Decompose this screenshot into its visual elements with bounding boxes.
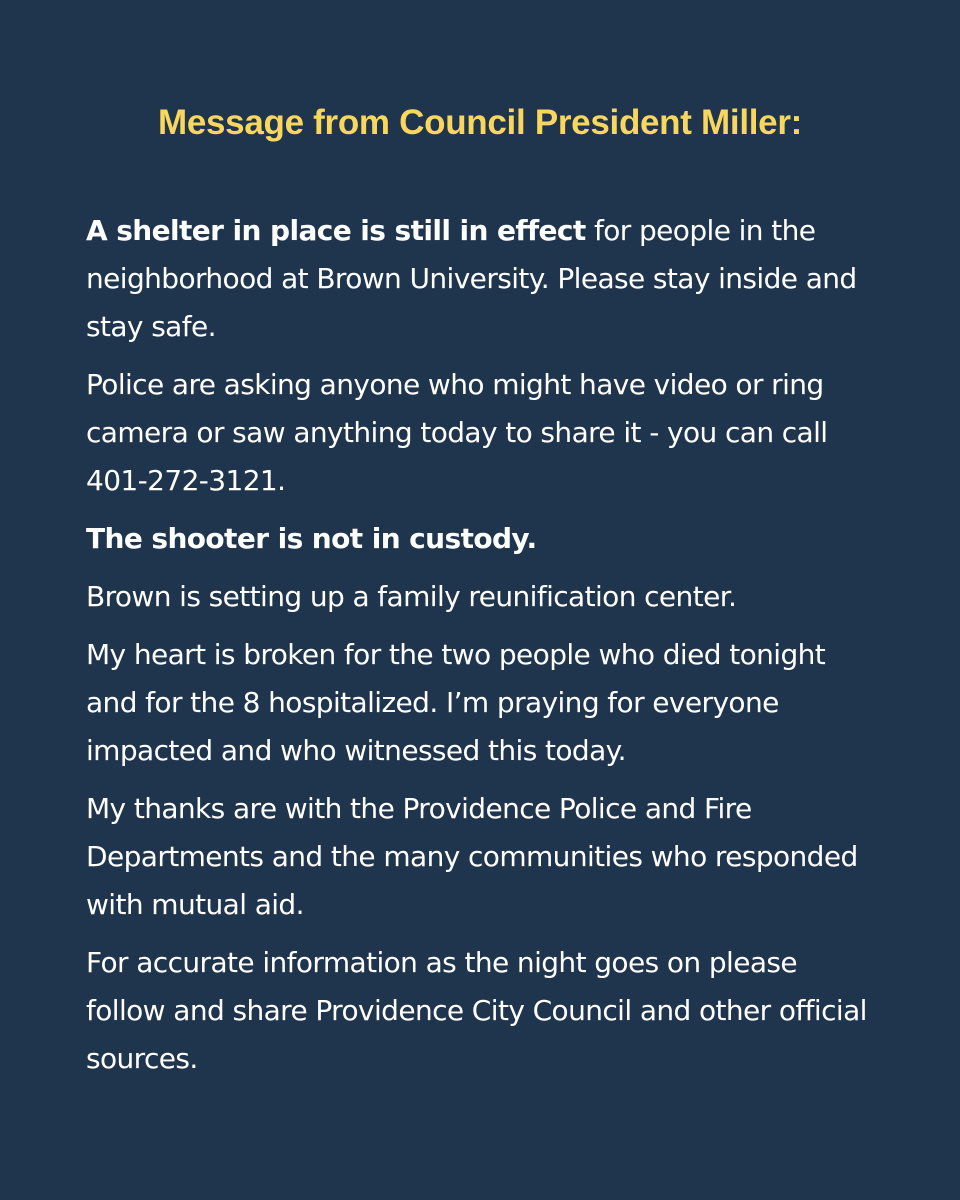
paragraph-thanks: My thanks are with the Providence Police and Fire Departments and the many communities who responded with mutual aid.	[86, 792, 858, 921]
paragraph-shelter-in-place	[86, 207, 874, 351]
shelter-bold-lead: A shelter in place is still in effect	[86, 214, 586, 247]
paragraph-official-sources: For accurate information as the night goes on please follow and share Providence City Council and other official sources.	[86, 946, 867, 1075]
page-title: Message from Council President Miller:	[157, 103, 803, 142]
paragraph-condolences: My heart is broken for the two people who died tonight and for the 8 hospitalized. I’m praying for everyone impacted and who witnessed this today.	[86, 638, 826, 767]
paragraph-shooter-status: The shooter is not in custody.	[86, 522, 537, 555]
message-body	[86, 207, 874, 1083]
shelter-text: for people in the neighborhood at Brown University. Please stay inside and stay safe.	[86, 214, 857, 343]
paragraph-reunification-center: Brown is setting up a family reunification center.	[86, 580, 737, 613]
paragraph-police-request: Police are asking anyone who might have video or ring camera or saw anything today to share it - you can call 401-272-3121.	[86, 368, 828, 497]
